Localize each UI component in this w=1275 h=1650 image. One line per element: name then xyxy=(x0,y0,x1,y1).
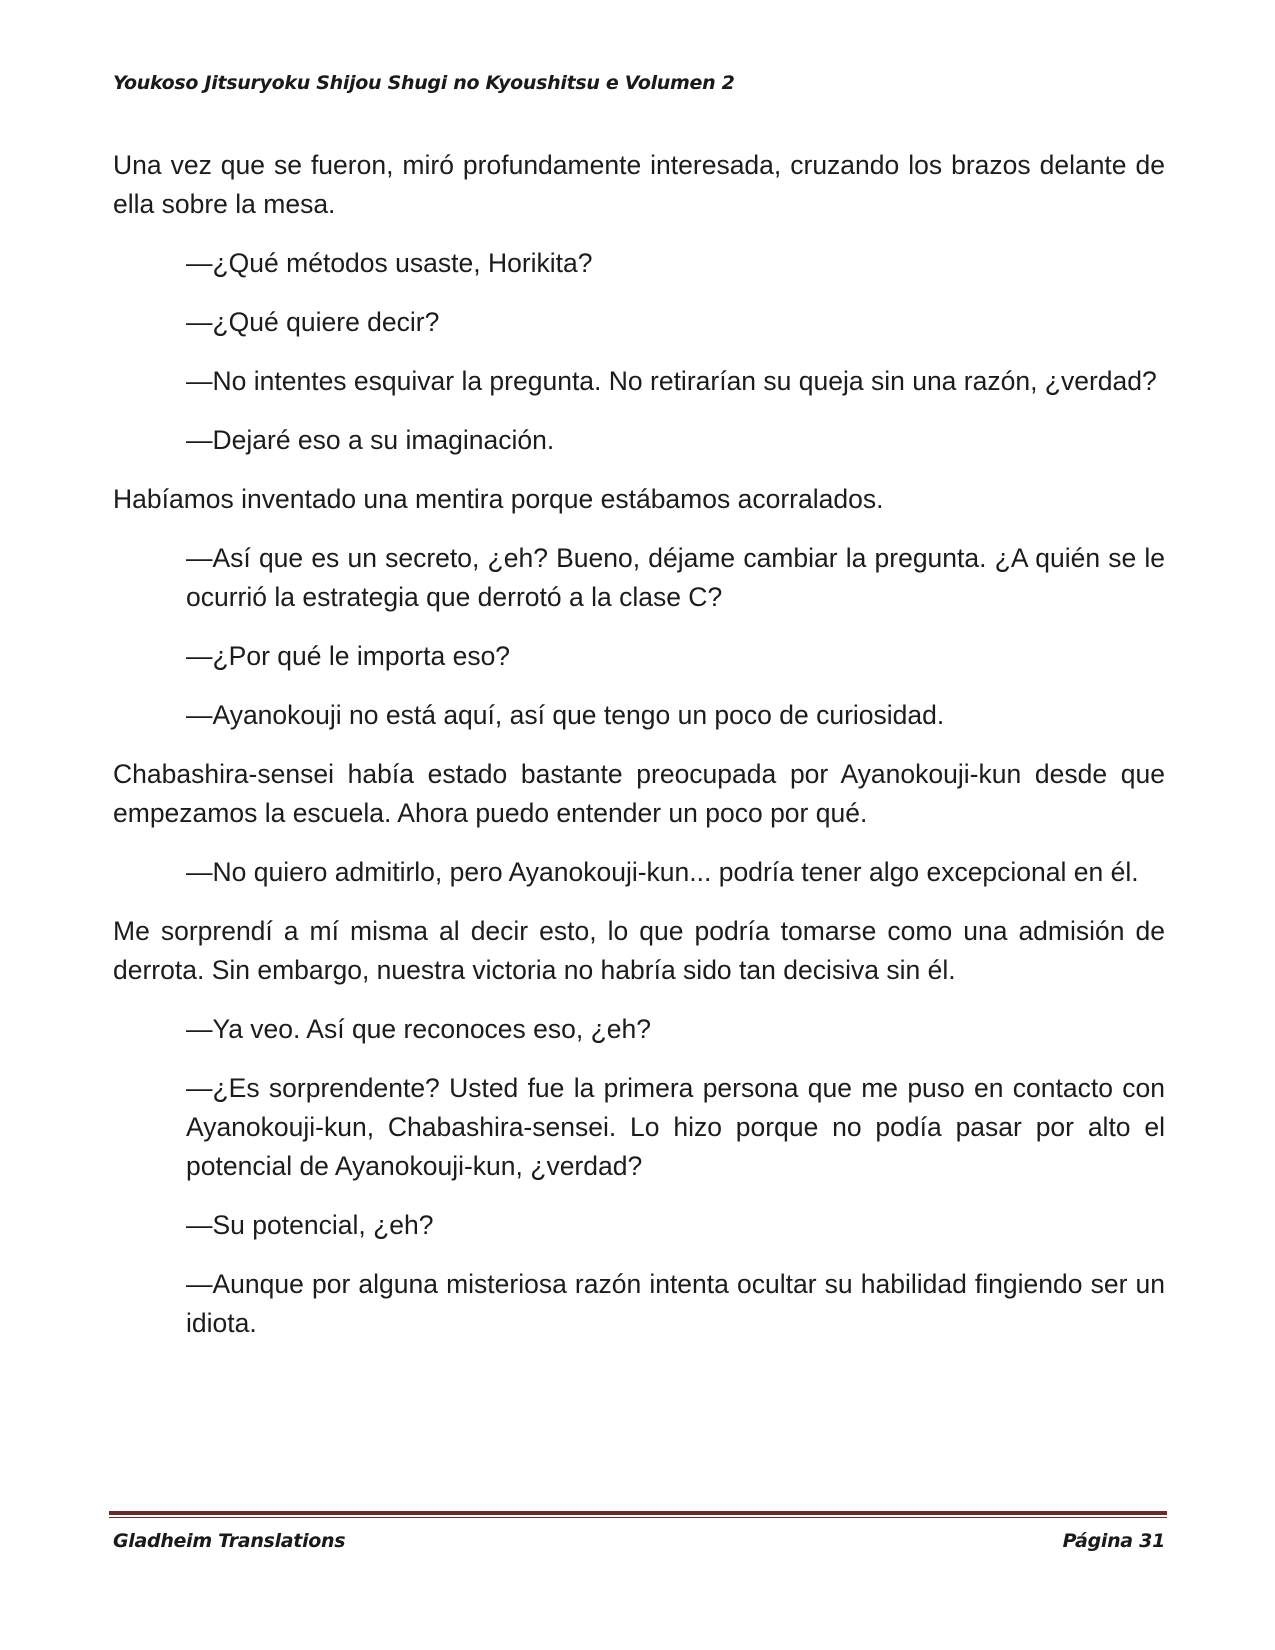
dialogue-line: —¿Por qué le importa eso? xyxy=(186,641,511,671)
paragraph: Una vez que se fueron, miró profundamente interesada, cruzando los brazos delante de ella sobre la mesa. xyxy=(113,150,1165,219)
page-number: Página 31 xyxy=(1062,1530,1165,1552)
dialogue-line: —Ayanokouji no está aquí, así que tengo un poco de curiosidad. xyxy=(186,700,945,730)
page-body xyxy=(113,146,1165,1363)
dialogue-line: —No quiero admitirlo, pero Ayanokouji-kun... podría tener algo excepcional en él. xyxy=(186,857,1139,887)
dialogue-line: —¿Qué quiere decir? xyxy=(186,307,440,337)
dialogue-line: —Dejaré eso a su imaginación. xyxy=(186,425,555,455)
paragraph: Me sorprendí a mí misma al decir esto, lo que podría tomarse como una admisión de derrota. Sin embargo, nuestra victoria no habría sido tan decisiva sin él. xyxy=(113,916,1165,985)
dialogue-line: —Su potencial, ¿eh? xyxy=(186,1210,434,1240)
dialogue-line: —Aunque por alguna misteriosa razón intenta ocultar su habilidad fingiendo ser un idiota. xyxy=(186,1269,1165,1338)
paragraph: Chabashira-sensei había estado bastante preocupada por Ayanokouji-kun desde que empezamos la escuela. Ahora puedo entender un poco por qué. xyxy=(113,759,1165,828)
running-header: Youkoso Jitsuryoku Shijou Shugi no Kyoushitsu e Volumen 2 xyxy=(113,72,735,94)
dialogue-line: —No intentes esquivar la pregunta. No retirarían su queja sin una razón, ¿verdad? xyxy=(186,366,1157,396)
dialogue-line: —¿Es sorprendente? Usted fue la primera persona que me puso en contacto con Ayanokouji-kun, Chabashira-sensei. Lo hizo porque no podía pasar por alto el potencial de Ayanokouji-kun, ¿verdad? xyxy=(186,1073,1165,1181)
footer-publisher: Gladheim Translations xyxy=(113,1530,346,1552)
paragraph: Habíamos inventado una mentira porque estábamos acorralados. xyxy=(113,484,884,514)
dialogue-line: —¿Qué métodos usaste, Horikita? xyxy=(186,248,593,278)
dialogue-line: —Ya veo. Así que reconoces eso, ¿eh? xyxy=(186,1014,652,1044)
dialogue-line: —Así que es un secreto, ¿eh? Bueno, déjame cambiar la pregunta. ¿A quién se le ocurrió la estrategia que derrotó a la clase C? xyxy=(186,543,1165,612)
footer-divider xyxy=(109,1511,1167,1518)
